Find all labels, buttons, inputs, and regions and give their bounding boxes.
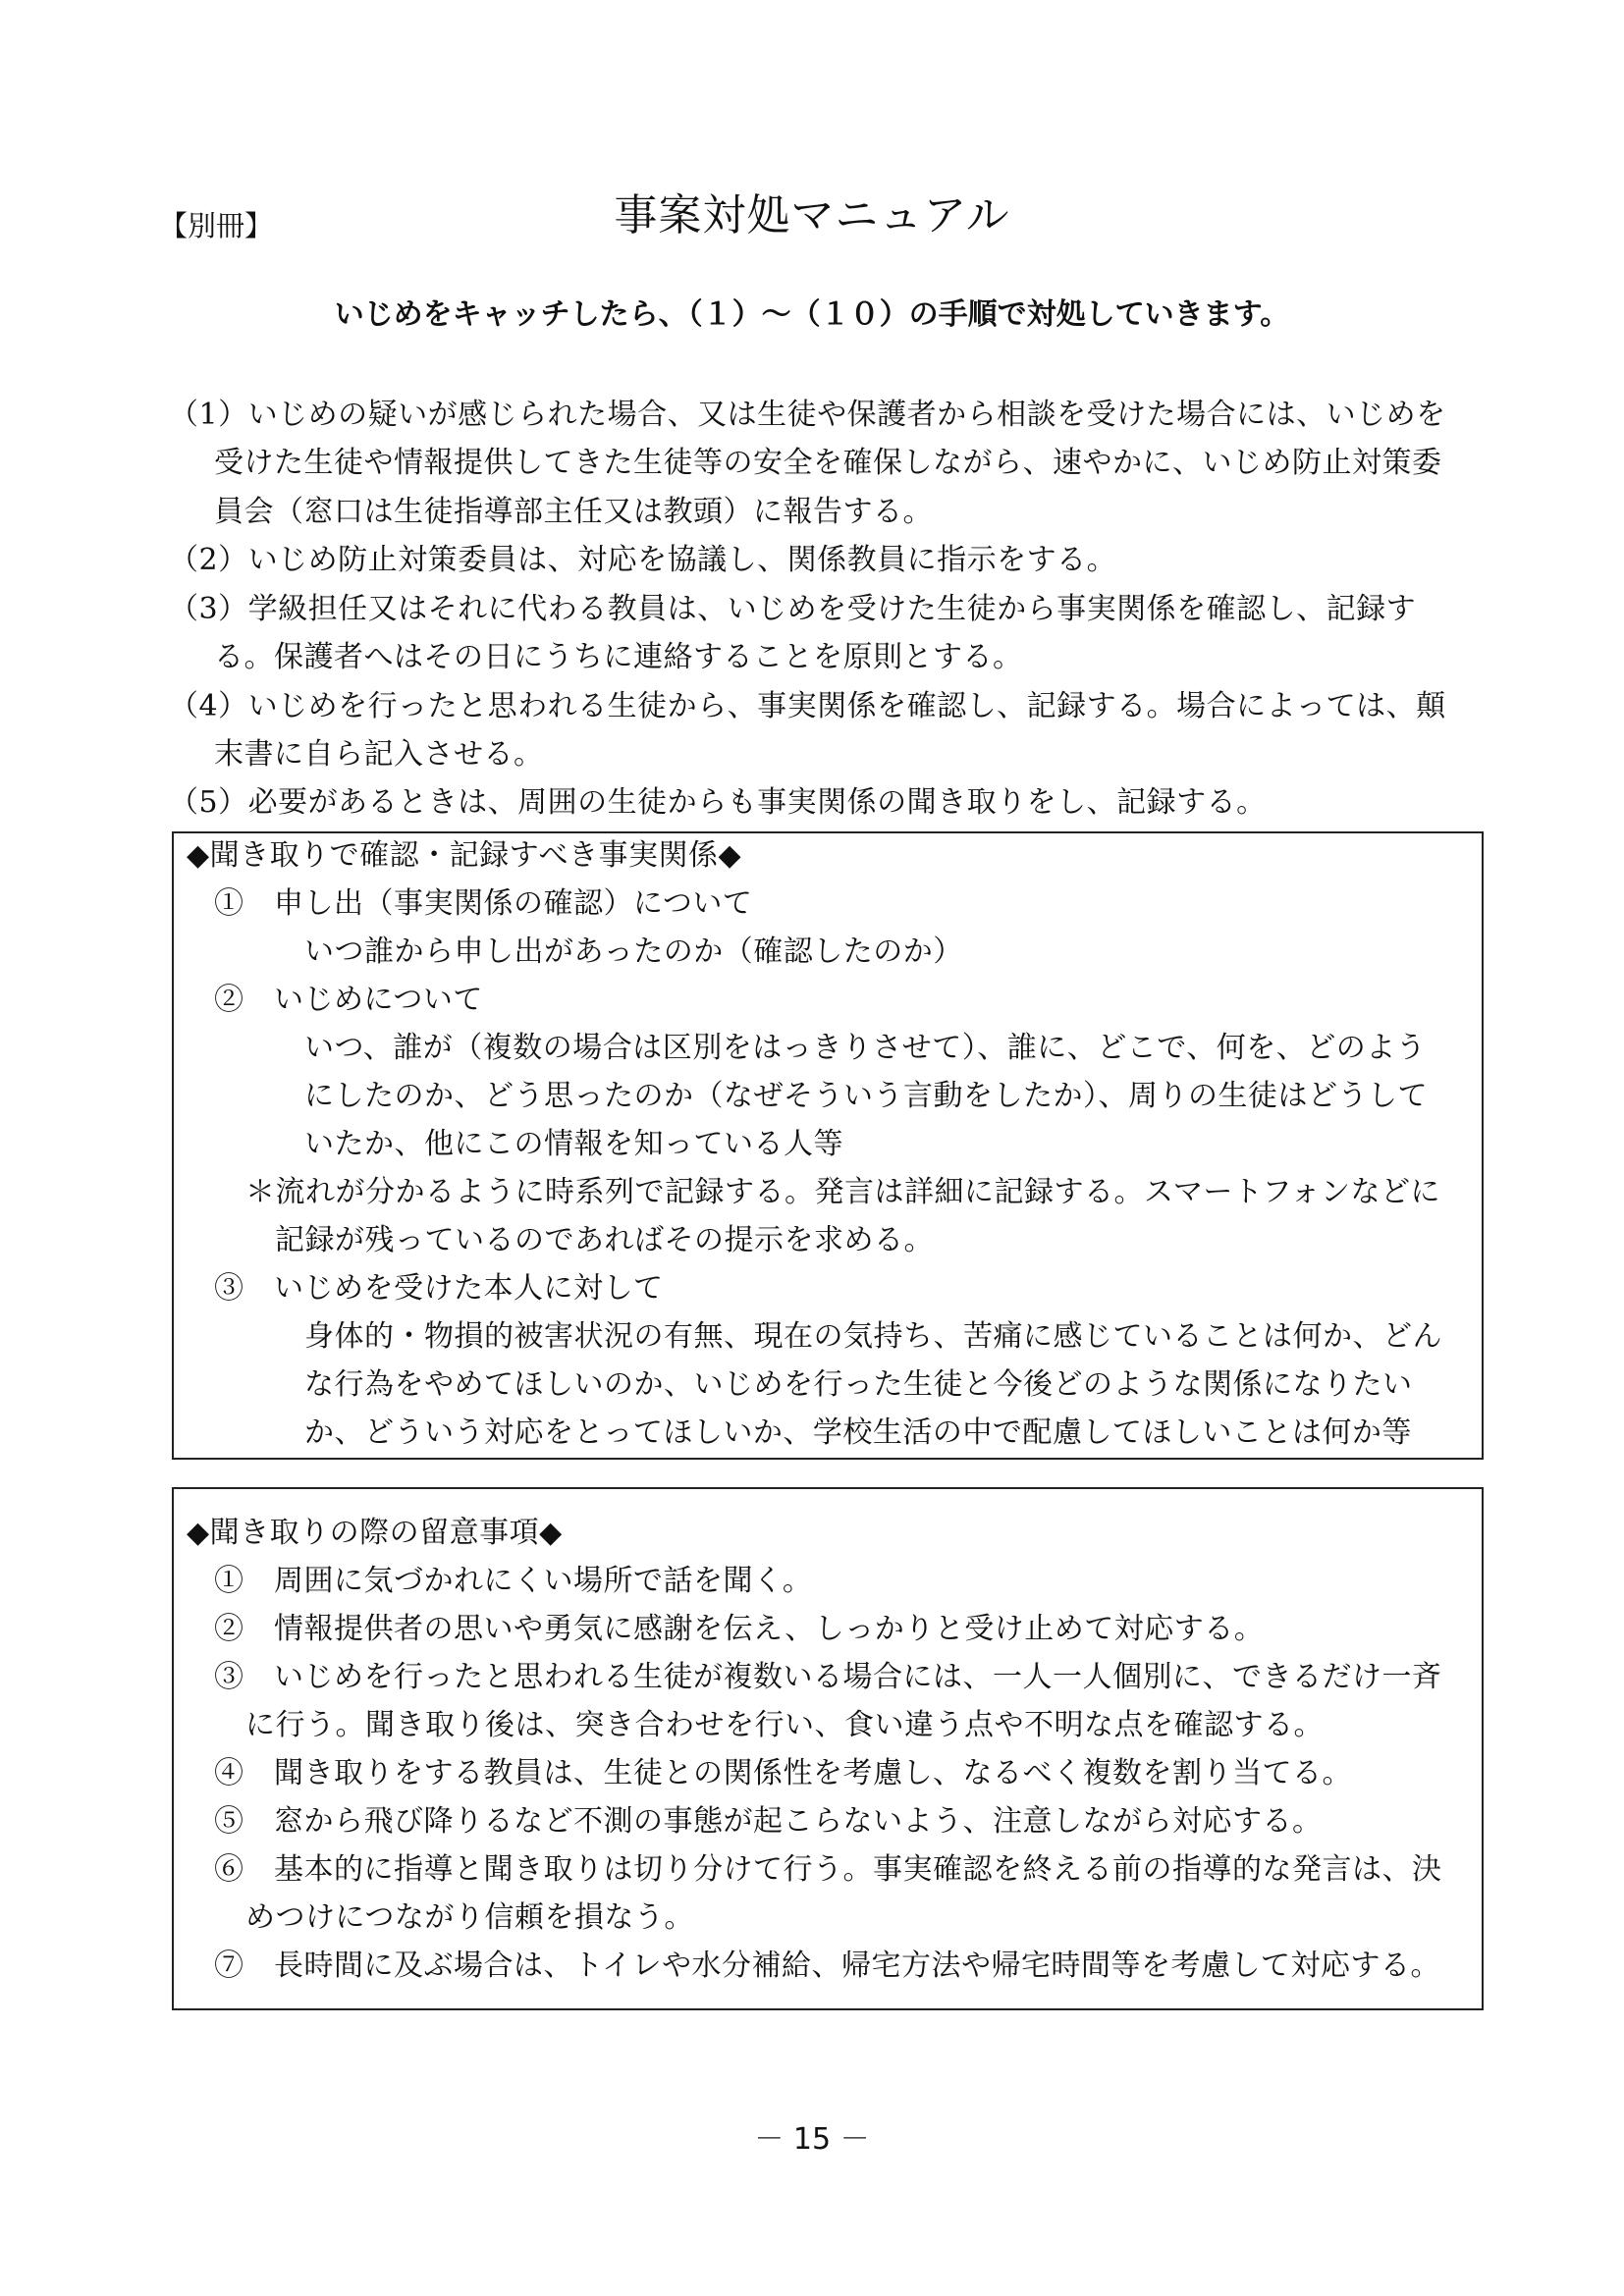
- fact-item-3-title: ③ いじめを受けた本人に対して: [214, 1271, 664, 1306]
- step-5-line-1: （5）必要があるときは、周囲の生徒からも事実関係の聞き取りをし、記録する。: [169, 785, 1267, 820]
- precaution-item-3-line-2: に行う。聞き取り後は、突き合わせを行い、食い違う点や不明な点を確認する。: [245, 1708, 1324, 1742]
- appendix-tag: 【別冊】: [159, 209, 274, 242]
- fact-item-2-title: ② いじめについて: [214, 983, 483, 1017]
- page-number: － 15 －: [754, 2122, 870, 2157]
- fact-item-2-line-1: いつ、誰が（複数の場合は区別をはっきりさせて）、誰に、どこで、何を、どのよう: [304, 1031, 1427, 1065]
- fact-item-3-line-2: な行為をやめてほしいのか、いじめを行った生徒と今後どのような関係になりたい: [304, 1367, 1413, 1402]
- fact-item-2-line-2: にしたのか、どう思ったのか（なぜそういう言動をしたか）、周りの生徒はどうして: [304, 1079, 1428, 1113]
- step-4-line-2: 末書に自ら記入させる。: [214, 737, 544, 772]
- precaution-item-6-line-2: めつけにつながり信頼を損なう。: [245, 1900, 694, 1935]
- precautions-heading: ◆聞き取りの際の留意事項◆: [187, 1516, 563, 1550]
- step-4-line-1: （4）いじめを行ったと思われる生徒から、事実関係を確認し、記録する。場合によっては、顛: [169, 689, 1446, 723]
- fact-item-1-title: ① 申し出（事実関係の確認）について: [214, 886, 753, 921]
- fact-note-line-2: 記録が残っているのであればその提示を求める。: [275, 1223, 934, 1257]
- fact-note-line-1: ＊流れが分かるように時系列で記録する。発言は詳細に記録する。スマートフォンなどに: [245, 1175, 1440, 1209]
- precaution-item-3-line-1: ③ いじめを行ったと思われる生徒が複数いる場合には、一人一人個別に、できるだけ一斉: [214, 1660, 1442, 1694]
- precaution-item-7: ⑦ 長時間に及ぶ場合は、トイレや水分補給、帰宅方法や帰宅時間等を考慮して対応する。: [214, 1949, 1440, 1983]
- precaution-item-5: ⑤ 窓から飛び降りるなど不測の事態が起こらないよう、注意しながら対応する。: [214, 1804, 1323, 1839]
- page-subtitle: いじめをキャッチしたら、（１）～（１０）の手順で対処していきます。: [334, 297, 1290, 332]
- step-1-line-1: （1）いじめの疑いが感じられた場合、又は生徒や保護者から相談を受けた場合には、いじめを: [169, 398, 1446, 432]
- step-3-line-1: （3）学級担任又はそれに代わる教員は、いじめを受けた生徒から事実関係を確認し、記録す: [169, 592, 1417, 626]
- fact-item-2-line-3: いたか、他にこの情報を知っている人等: [304, 1127, 843, 1161]
- precaution-item-4: ④ 聞き取りをする教員は、生徒との関係性を考慮し、なるべく複数を割り当てる。: [214, 1756, 1352, 1790]
- step-2-line-1: （2）いじめ防止対策委員は、対応を協議し、関係教員に指示をする。: [169, 543, 1117, 577]
- fact-item-3-line-1: 身体的・物損的被害状況の有無、現在の気持ち、苦痛に感じていることは何か、どん: [304, 1319, 1442, 1354]
- step-1-line-3: 員会（窓口は生徒指導部主任又は教頭）に報告する。: [214, 495, 933, 529]
- precaution-item-2: ② 情報提供者の思いや勇気に感謝を伝え、しっかりと受け止めて対応する。: [214, 1612, 1265, 1646]
- step-1-line-2: 受けた生徒や情報提供してきた生徒等の安全を確保しながら、速やかに、いじめ防止対策委: [214, 446, 1442, 480]
- precaution-item-6-line-1: ⑥ 基本的に指導と聞き取りは切り分けて行う。事実確認を終える前の指導的な発言は、決: [214, 1852, 1442, 1887]
- precaution-item-1: ① 周囲に気づかれにくい場所で話を聞く。: [214, 1564, 813, 1598]
- step-3-line-2: る。保護者へはその日にうちに連絡することを原則とする。: [214, 640, 1023, 674]
- fact-item-1-line-1: いつ誰から申し出があったのか（確認したのか）: [304, 934, 963, 969]
- fact-item-3-line-3: か、どういう対応をとってほしいか、学校生活の中で配慮してほしいことは何か等: [304, 1415, 1412, 1450]
- fact-checklist-heading: ◆聞き取りで確認・記録すべき事実関係◆: [187, 838, 742, 873]
- page-title: 事案対処マニュアル: [614, 190, 1010, 240]
